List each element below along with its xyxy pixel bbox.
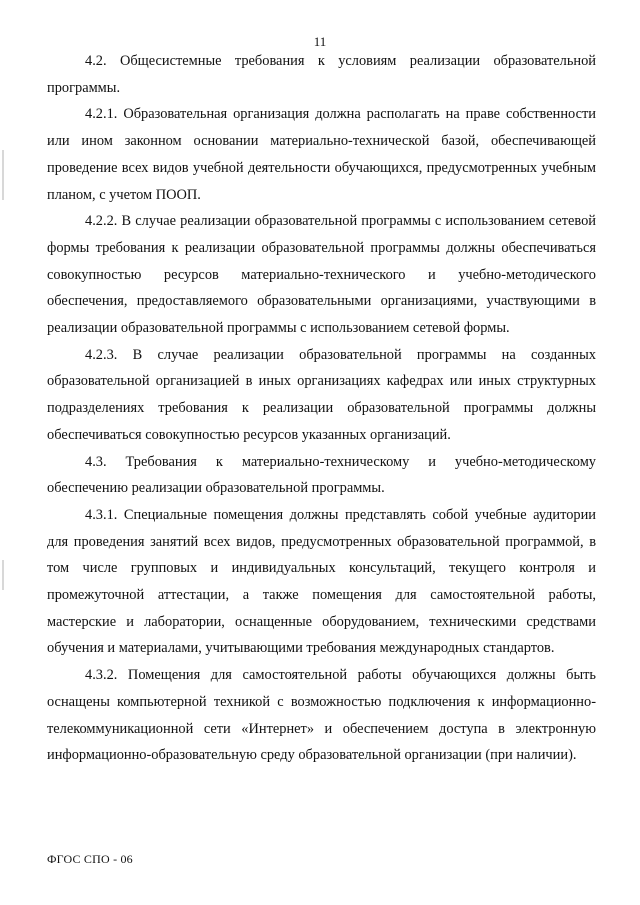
scan-edge-mark [2, 150, 4, 200]
paragraph-4-2-3: 4.2.3. В случае реализации образовательной программы на созданных образовательной организацией в иных организациях кафедрах или иных структурных подразделениях требования к реализации образовательной программы должны обеспечиваться совокупностью ресурсов указанных организаций. [47, 346, 596, 443]
page-number: 11 [313, 34, 327, 49]
document-body [47, 48, 596, 769]
section-4-2-heading: 4.2. Общесистемные требования к условиям реализации образовательной программы. [47, 53, 596, 96]
scan-edge-mark [2, 560, 4, 590]
paragraph-4-2-2: 4.2.2. В случае реализации образовательной программы с использованием сетевой формы требования к реализации образовательной программы должны обеспечиваться совокупностью ресурсов материально-технического и учебно-методического обеспечения, предоставляемого образовательными организациями, участвующими в реализации образовательной программы с использованием сетевой формы. [47, 213, 596, 337]
paragraph-4-3-2: 4.3.2. Помещения для самостоятельной работы обучающихся должны быть оснащены компьютерной техникой с возможностью подключения к информационно-телекоммуникационной сети «Интернет» и обеспечением доступа в электронную информационно-образовательную среду образовательной организации (при наличии). [47, 667, 596, 764]
paragraph-4-2-1: 4.2.1. Образовательная организация должна располагать на праве собственности или ином законном основании материально-технической базой, обеспечивающей проведение всех видов учебной деятельности обучающихся, предусмотренных учебным планом, с учетом ПООП. [47, 106, 596, 203]
section-4-3-heading: 4.3. Требования к материально-техническому и учебно-методическому обеспечению реализации образовательной программы. [47, 453, 596, 497]
paragraph-4-3-1: 4.3.1. Специальные помещения должны представлять собой учебные аудитории для проведения занятий всех видов, предусмотренных образовательной программой, в том числе групповых и индивидуальных консультаций, текущего контроля и промежуточной аттестации, а также помещения для самостоятельной работы, мастерские и лаборатории, оснащенные оборудованием, техническими средствами обучения и материалами, учитывающими требования международных стандартов. [47, 506, 596, 657]
document-footer: ФГОС СПО - 06 [47, 852, 133, 866]
